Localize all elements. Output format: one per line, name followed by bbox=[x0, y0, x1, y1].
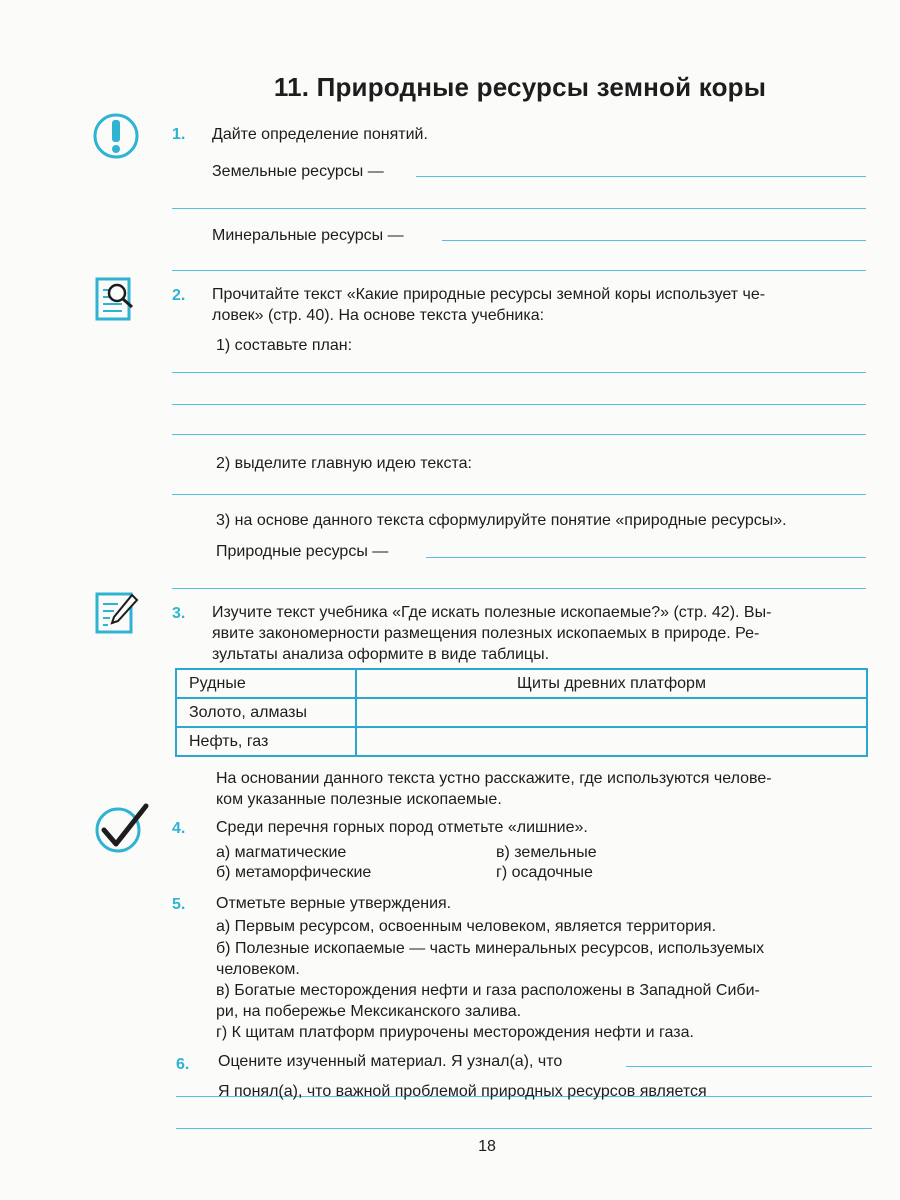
statement-b-line-1[interactable]: б) Полезные ископаемые — часть минеральных ресурсов, используемых bbox=[216, 940, 765, 957]
task-3-line-1: Изучите текст учебника «Где искать полезные ископаемые?» (стр. 42). Вы- bbox=[212, 604, 772, 621]
task-5-text: Отметьте верные утверждения. bbox=[216, 895, 452, 912]
answer-line[interactable] bbox=[172, 270, 866, 271]
answer-line[interactable] bbox=[442, 240, 866, 241]
task-2-sub-3: 3) на основе данного текста сформулируйте понятие «природные ресурсы». bbox=[216, 512, 787, 529]
option-v[interactable]: в) земельные bbox=[496, 844, 597, 861]
exclamation-circle-icon bbox=[92, 112, 140, 165]
statement-b-line-2[interactable]: человеком. bbox=[216, 961, 300, 978]
task-2-number: 2. bbox=[172, 287, 186, 304]
task-6-number: 6. bbox=[176, 1056, 190, 1073]
task-3-line-2: явите закономерности размещения полезных ископаемых в природе. Ре- bbox=[212, 625, 760, 642]
table-cell: Щиты древних платформ bbox=[356, 669, 867, 698]
answer-line[interactable] bbox=[416, 176, 866, 177]
statement-a[interactable]: а) Первым ресурсом, освоенным человеком, является территория. bbox=[216, 918, 717, 935]
page-number: 18 bbox=[478, 1138, 496, 1155]
table-cell: Золото, алмазы bbox=[176, 698, 356, 727]
task-2-sub-2: 2) выделите главную идею текста: bbox=[216, 455, 472, 472]
task-3-line-3: зультаты анализа оформите в виде таблицы. bbox=[212, 646, 550, 663]
answer-line[interactable] bbox=[172, 434, 866, 435]
table-answer-cell[interactable] bbox=[356, 698, 867, 727]
table-answer-cell[interactable] bbox=[356, 727, 867, 756]
task-3-after-1: На основании данного текста устно расскажите, где используются челове- bbox=[216, 770, 772, 787]
answer-line[interactable] bbox=[172, 208, 866, 209]
table-cell: Нефть, газ bbox=[176, 727, 356, 756]
table-row bbox=[176, 669, 867, 698]
answer-line[interactable] bbox=[804, 1096, 872, 1097]
statement-v-line-2[interactable]: ри, на побережье Мексиканского залива. bbox=[216, 1003, 522, 1020]
task-6-line-2: Я понял(а), что важной проблемой природных ресурсов является bbox=[218, 1083, 707, 1100]
option-g[interactable]: г) осадочные bbox=[496, 864, 593, 881]
table-cell: Рудные bbox=[176, 669, 356, 698]
task-6-line-1: Оцените изученный материал. Я узнал(а), что bbox=[218, 1053, 563, 1070]
answer-line[interactable] bbox=[626, 1066, 872, 1067]
task-2-sub-1: 1) составьте план: bbox=[216, 337, 353, 354]
checkmark-circle-icon bbox=[94, 802, 150, 859]
answer-line[interactable] bbox=[172, 588, 866, 589]
pencil-notebook-icon bbox=[94, 591, 140, 640]
page-title: 11. Природные ресурсы земной коры bbox=[273, 72, 767, 102]
answer-line[interactable] bbox=[176, 1128, 872, 1129]
term-mineral-resources: Минеральные ресурсы — bbox=[212, 227, 404, 244]
table-row bbox=[176, 698, 867, 727]
table-row bbox=[176, 727, 867, 756]
term-natural-resources: Природные ресурсы — bbox=[216, 543, 389, 560]
task-4-text: Среди перечня горных пород отметьте «лишние». bbox=[216, 819, 588, 836]
statement-g[interactable]: г) К щитам платформ приурочены месторождения нефти и газа. bbox=[216, 1024, 694, 1041]
option-b[interactable]: б) метаморфические bbox=[216, 864, 372, 881]
task-2-line-1: Прочитайте текст «Какие природные ресурсы земной коры использует че- bbox=[212, 286, 766, 303]
task-4-number: 4. bbox=[172, 820, 186, 837]
term-land-resources: Земельные ресурсы — bbox=[212, 163, 384, 180]
task-1-number: 1. bbox=[172, 126, 186, 143]
task-1-text: Дайте определение понятий. bbox=[212, 126, 428, 143]
answer-line[interactable] bbox=[426, 557, 866, 558]
answer-line[interactable] bbox=[172, 372, 866, 373]
magnifier-document-icon bbox=[94, 276, 136, 327]
minerals-table bbox=[175, 668, 868, 757]
answer-line[interactable] bbox=[172, 404, 866, 405]
answer-line[interactable] bbox=[172, 494, 866, 495]
task-3-after-2: ком указанные полезные ископаемые. bbox=[216, 791, 502, 808]
task-5-number: 5. bbox=[172, 896, 186, 913]
task-2-line-2: ловек» (стр. 40). На основе текста учебника: bbox=[212, 307, 545, 324]
option-a[interactable]: а) магматические bbox=[216, 844, 347, 861]
statement-v-line-1[interactable]: в) Богатые месторождения нефти и газа расположены в Западной Сиби- bbox=[216, 982, 760, 999]
task-3-number: 3. bbox=[172, 605, 186, 622]
